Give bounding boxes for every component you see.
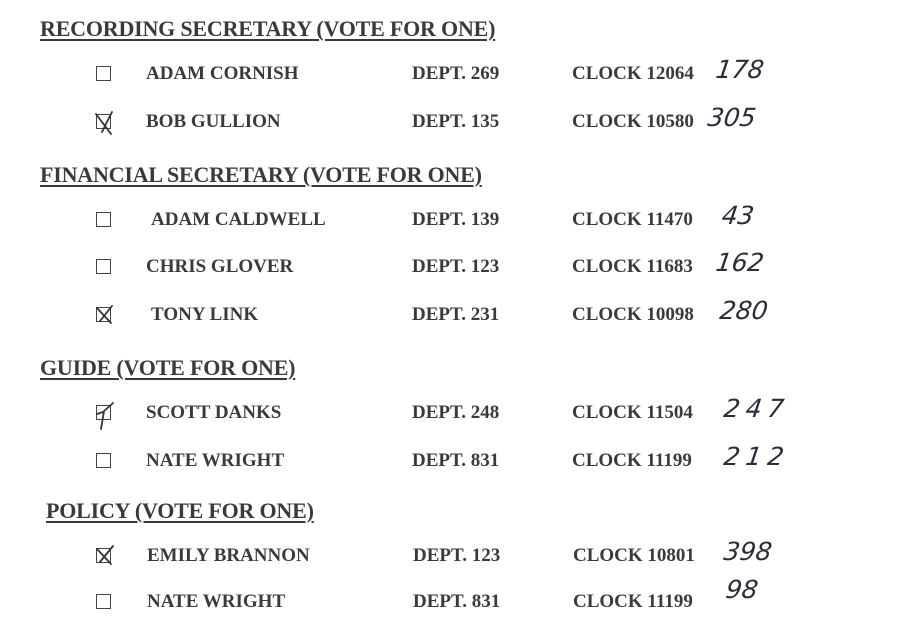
candidate-dept: DEPT. 269 (412, 63, 500, 84)
handwritten-tally: 247 (722, 394, 792, 423)
candidate-name: ADAM CALDWELL (151, 209, 326, 230)
candidate-name: EMILY BRANNON (147, 545, 310, 566)
handwritten-tally: 178 (714, 55, 766, 84)
section-title-policy: POLICY (VOTE FOR ONE) (46, 498, 314, 523)
candidate-name: SCOTT DANKS (146, 402, 282, 423)
vote-checkbox[interactable] (96, 212, 111, 227)
candidate-name: NATE WRIGHT (146, 450, 285, 471)
vote-checkbox-marked[interactable] (96, 307, 111, 322)
candidate-row (0, 201, 900, 238)
vote-checkbox[interactable] (96, 453, 111, 468)
candidate-dept: DEPT. 135 (412, 111, 500, 132)
candidate-clock: CLOCK 12064 (572, 63, 694, 84)
candidate-dept: DEPT. 831 (412, 450, 500, 471)
candidate-row (0, 296, 900, 333)
vote-checkbox-marked[interactable] (96, 114, 111, 129)
candidate-row (0, 394, 900, 431)
handwritten-tally: 398 (722, 537, 774, 566)
candidate-clock: CLOCK 11199 (573, 591, 693, 612)
vote-checkbox[interactable] (96, 259, 111, 274)
candidate-dept: DEPT. 831 (413, 591, 501, 612)
candidate-name: TONY LINK (151, 304, 259, 325)
candidate-clock: CLOCK 10098 (572, 304, 694, 325)
check-mark-icon (91, 399, 119, 433)
x-mark-icon (91, 301, 119, 331)
handwritten-tally: 212 (722, 442, 792, 471)
vote-checkbox[interactable] (96, 594, 111, 609)
candidate-row (0, 103, 900, 140)
candidate-row (0, 55, 900, 92)
handwritten-tally: 305 (706, 103, 758, 132)
handwritten-tally: 98 (724, 575, 760, 604)
x-mark-icon (91, 108, 119, 138)
vote-checkbox-marked[interactable] (96, 548, 111, 563)
candidate-row (0, 575, 900, 620)
candidate-row (0, 537, 900, 574)
candidate-dept: DEPT. 123 (413, 545, 501, 566)
candidate-name: ADAM CORNISH (146, 63, 299, 84)
candidate-name: BOB GULLION (146, 111, 281, 132)
candidate-clock: CLOCK 11504 (572, 402, 693, 423)
candidate-dept: DEPT. 231 (412, 304, 500, 325)
section-title-guide: GUIDE (VOTE FOR ONE) (40, 355, 296, 380)
vote-checkbox[interactable] (96, 66, 111, 81)
candidate-name: CHRIS GLOVER (146, 256, 294, 277)
candidate-clock: CLOCK 11199 (572, 450, 692, 471)
candidate-row (0, 248, 900, 285)
handwritten-tally: 280 (718, 296, 770, 325)
candidate-dept: DEPT. 139 (412, 209, 500, 230)
candidate-clock: CLOCK 10801 (573, 545, 695, 566)
candidate-clock: CLOCK 11683 (572, 256, 693, 277)
section-title-financial-secretary: FINANCIAL SECRETARY (VOTE FOR ONE) (40, 162, 482, 187)
candidate-dept: DEPT. 248 (412, 402, 500, 423)
candidate-clock: CLOCK 11470 (572, 209, 693, 230)
vote-checkbox-marked[interactable] (96, 405, 111, 420)
section-title-recording-secretary: RECORDING SECRETARY (VOTE FOR ONE) (40, 16, 496, 41)
candidate-dept: DEPT. 123 (412, 256, 500, 277)
x-mark-icon (91, 542, 119, 572)
handwritten-tally: 43 (720, 201, 756, 230)
candidate-row (0, 442, 900, 479)
candidate-clock: CLOCK 10580 (572, 111, 694, 132)
candidate-name: NATE WRIGHT (147, 591, 286, 612)
handwritten-tally: 162 (714, 248, 766, 277)
